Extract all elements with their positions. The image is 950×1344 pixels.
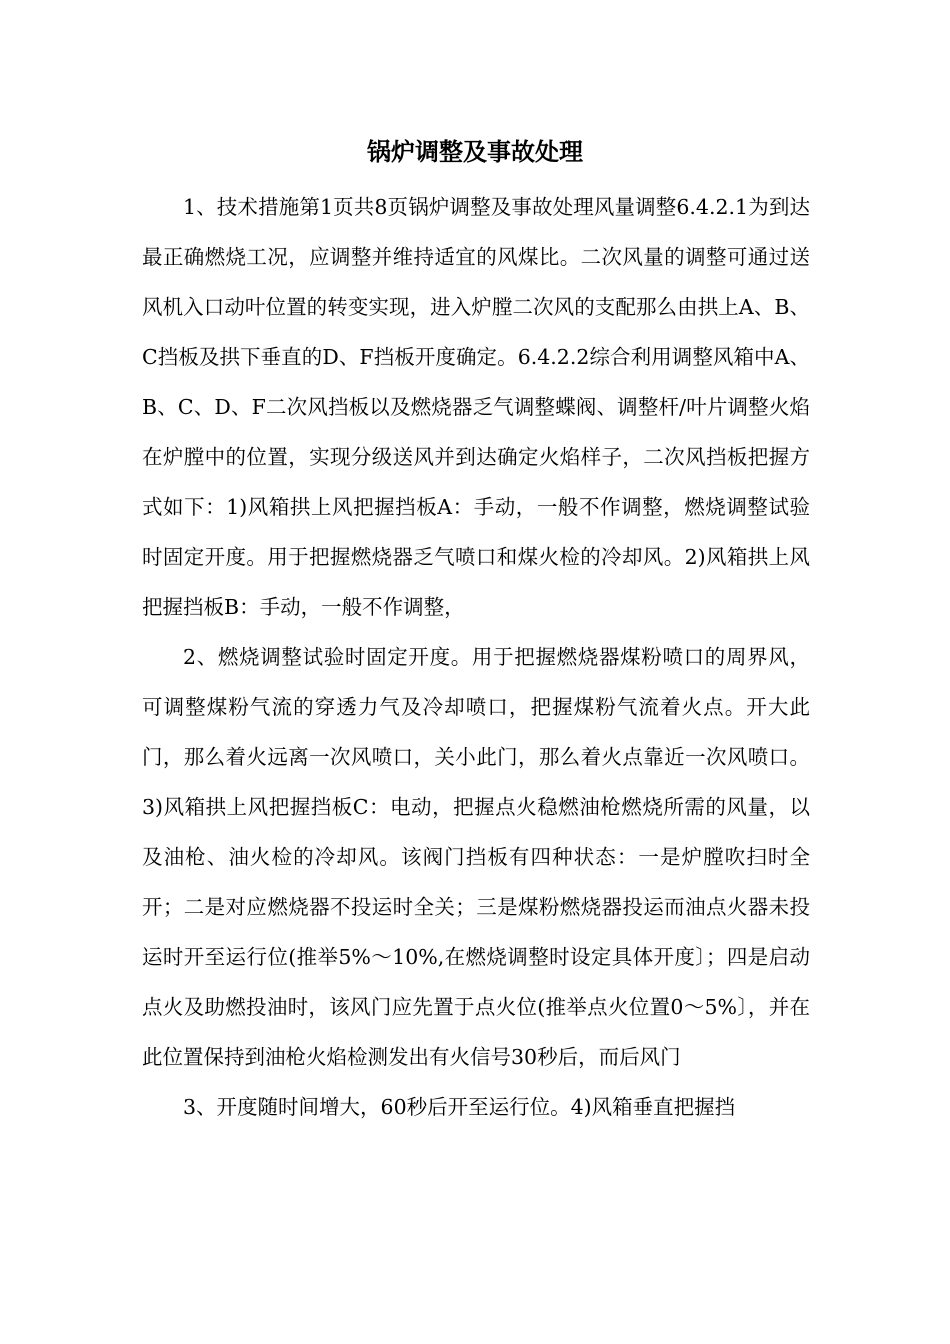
document-title: 锅炉调整及事故处理: [367, 137, 583, 166]
paragraph-1: 1、技术措施第1页共8页锅炉调整及事故处理风量调整6.4.2.1为到达最正确燃烧工况，应调整并维持适宜的风煤比。二次风量的调整可通过送风机入口动叶位置的转变实现，进入炉膛二次风的支配那么由拱上A、B、C挡板及拱下垂直的D、F挡板开度确定。6.4.2.2综合利用调整风箱中A、B、C、D、F二次风挡板以及燃烧器乏气调整蝶阀、调整杆/叶片调整火焰在炉膛中的位置，实现分级送风并到达确定火焰样子，二次风挡板把握方式如下：1)风箱拱上风把握挡板A：手动，一般不作调整，燃烧调整试验时固定开度。用于把握燃烧器乏气喷口和煤火检的冷却风。2)风箱拱上风把握挡板B：手动，一般不作调整，: [142, 195, 810, 619]
paragraph-2: 2、燃烧调整试验时固定开度。用于把握燃烧器煤粉喷口的周界风，可调整煤粉气流的穿透力气及冷却喷口，把握煤粉气流着火点。开大此门，那么着火远离一次风喷口，关小此门，那么着火点靠近一次风喷口。3)风箱拱上风把握挡板C：电动，把握点火稳燃油枪燃烧所需的风量，以及油枪、油火检的冷却风。该阀门挡板有四种状态：一是炉膛吹扫时全开；二是对应燃烧器不投运时全关；三是煤粉燃烧器投运而油点火器未投运时开至运行位(推举5%～10%,在燃烧调整时设定具体开度〕；四是启动点火及助燃投油时，该风门应先置于点火位(推举点火位置0～5%〕，并在此位置保持到油枪火焰检测发出有火信号30秒后，而后风门: [142, 645, 810, 1069]
paragraph-3: 3、开度随时间增大，60秒后开至运行位。4)风箱垂直把握挡: [183, 1095, 736, 1119]
document-body: [142, 182, 810, 1132]
